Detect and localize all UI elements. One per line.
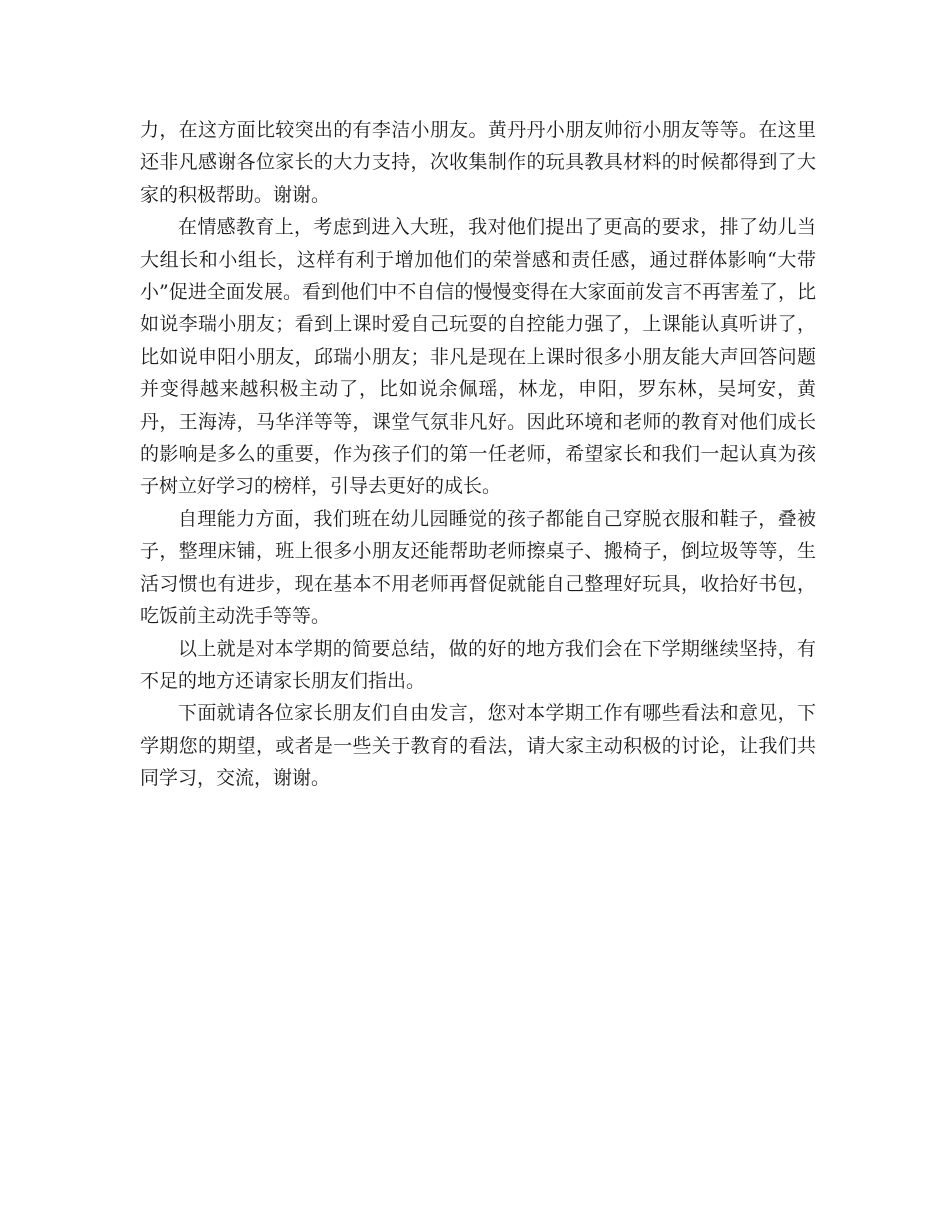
document-body [140, 114, 816, 795]
paragraph-1: 力，在这方面比较突出的有李洁小朋友。黄丹丹小朋友帅衍小朋友等等。在这里还非凡感谢各位家长的大力支持，次收集制作的玩具教具材料的时候都得到了大家的积极帮助。谢谢。 [140, 119, 816, 206]
paragraph-4: 以上就是对本学期的简要总结，做的好的地方我们会在下学期继续坚持，有不足的地方还请家长朋友们指出。 [140, 637, 816, 692]
paragraph-3: 自理能力方面，我们班在幼儿园睡觉的孩子都能自己穿脱衣服和鞋子，叠被子，整理床铺，班上很多小朋友还能帮助老师擦桌子、搬椅子，倒垃圾等等，生活习惯也有进步，现在基本不用老师再督促就能自己整理好玩具，收拾好书包，吃饭前主动洗手等等。 [140, 507, 816, 628]
paragraph-2: 在情感教育上，考虑到进入大班，我对他们提出了更高的要求，排了幼儿当大组长和小组长，这样有利于增加他们的荣誉感和责任感，通过群体影响“大带小”促进全面发展。看到他们中不自信的慢慢变得在大家面前发言不再害羞了，比如说李瑞小朋友；看到上课时爱自己玩耍的自控能力强了，上课能认真听讲了，比如说申阳小朋友，邱瑞小朋友；非凡是现在上课时很多小朋友能大声回答问题并变得越来越积极主动了，比如说余佩瑶，林龙，申阳，罗东林，吴坷安，黄丹，王海涛，马华洋等等，课堂气氛非凡好。因此环境和老师的教育对他们成长的影响是多么的重要，作为孩子们的第一任老师，希望家长和我们一起认真为孩子树立好学习的榜样，引导去更好的成长。 [140, 216, 816, 498]
paragraph-5: 下面就请各位家长朋友们自由发言，您对本学期工作有哪些看法和意见，下学期您的期望，或者是一些关于教育的看法，请大家主动积极的讨论，让我们共同学习，交流，谢谢。 [140, 702, 816, 790]
